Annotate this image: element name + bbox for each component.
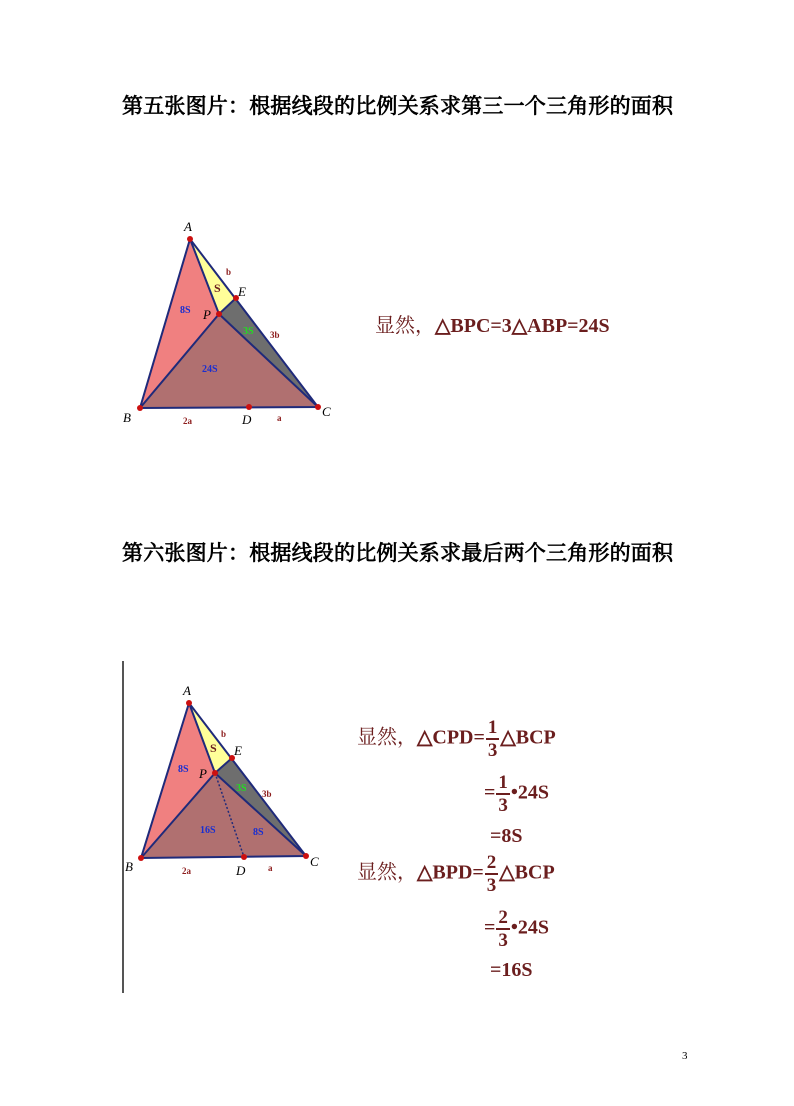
equation-text: △BPC=3△ABP=24S (435, 315, 610, 337)
area-label-s-2: S (210, 741, 217, 755)
label-p: P (203, 307, 211, 322)
segment-label-2a: 2a (183, 416, 192, 426)
point-p-2 (212, 770, 218, 776)
label-a: A (184, 219, 192, 234)
point-a-2 (186, 700, 192, 706)
fraction-numerator: 1 (487, 717, 498, 738)
area-label-8s: 8S (180, 305, 191, 316)
fraction-denominator: 3 (498, 795, 508, 816)
label-b-2: B (125, 859, 133, 874)
area-label-8s-right: 8S (253, 827, 264, 838)
label-c-2: C (310, 854, 319, 869)
equation-lhs: △BPD= (417, 861, 484, 884)
equation-lhs: △CPD= (417, 726, 485, 749)
equation-step-rhs: •24S (510, 916, 550, 939)
label-d: D (242, 412, 252, 427)
equation-rhs: △BCP (500, 726, 556, 749)
fraction (496, 773, 510, 815)
fraction-numerator: 1 (498, 772, 508, 793)
segment-label-b-2: b (221, 729, 227, 739)
segment-label-a: a (277, 413, 282, 423)
area-label-24s: 24S (202, 364, 218, 375)
equation-prefix: 显然， (357, 859, 417, 884)
label-e-2: E (234, 743, 242, 758)
label-a-2: A (183, 683, 191, 698)
area-label-3s: 3S (243, 326, 254, 337)
segment-label-3b: 3b (270, 330, 280, 340)
segment-label-a-2: a (268, 863, 273, 873)
equation-step-eq: = (484, 916, 496, 939)
equation-cpd-result: =8S (490, 825, 523, 847)
fraction (486, 718, 500, 760)
equation-step-rhs: •24S (510, 781, 550, 804)
equation-prefix: 显然， (357, 724, 417, 749)
fraction-denominator: 3 (487, 740, 498, 761)
label-p-2: P (199, 766, 207, 781)
fraction-denominator: 3 (486, 875, 497, 896)
area-label-3s-2: 3S (236, 783, 247, 794)
label-c: C (322, 404, 331, 419)
fraction-numerator: 2 (486, 852, 497, 873)
fraction (496, 908, 510, 950)
segment-label-2a-2: 2a (182, 866, 191, 876)
fraction-denominator: 3 (498, 930, 508, 951)
area-label-16s: 16S (200, 825, 216, 836)
point-d-2 (241, 854, 247, 860)
segment-label-3b-2: 3b (262, 789, 272, 799)
equation-cpd-line1 (357, 718, 556, 760)
point-b-2 (138, 855, 144, 861)
fraction (485, 853, 499, 895)
fraction-numerator: 2 (498, 907, 508, 928)
equation-rhs: △BCP (499, 861, 555, 884)
equation-cpd-line2 (484, 773, 549, 815)
equation-prefix: 显然， (375, 313, 435, 337)
segment-label-b: b (226, 267, 232, 277)
page-number: 3 (682, 1050, 688, 1062)
equation-step-eq: = (484, 781, 496, 804)
label-d-2: D (236, 863, 246, 878)
label-b: B (123, 410, 131, 425)
equation-bpd-line2 (484, 908, 549, 950)
section-heading-fifth-image: 第五张图片：根据线段的比例关系求第三一个三角形的面积 (122, 94, 674, 118)
section-heading-sixth-image: 第六张图片：根据线段的比例关系求最后两个三角形的面积 (122, 541, 674, 565)
equation-bpd-line1 (357, 853, 555, 895)
area-label-8s-left: 8S (178, 764, 189, 775)
point-c-2 (303, 853, 309, 859)
equation-bpd-result: =16S (490, 959, 533, 981)
label-e: E (238, 284, 246, 299)
area-label-s: S (214, 281, 221, 295)
